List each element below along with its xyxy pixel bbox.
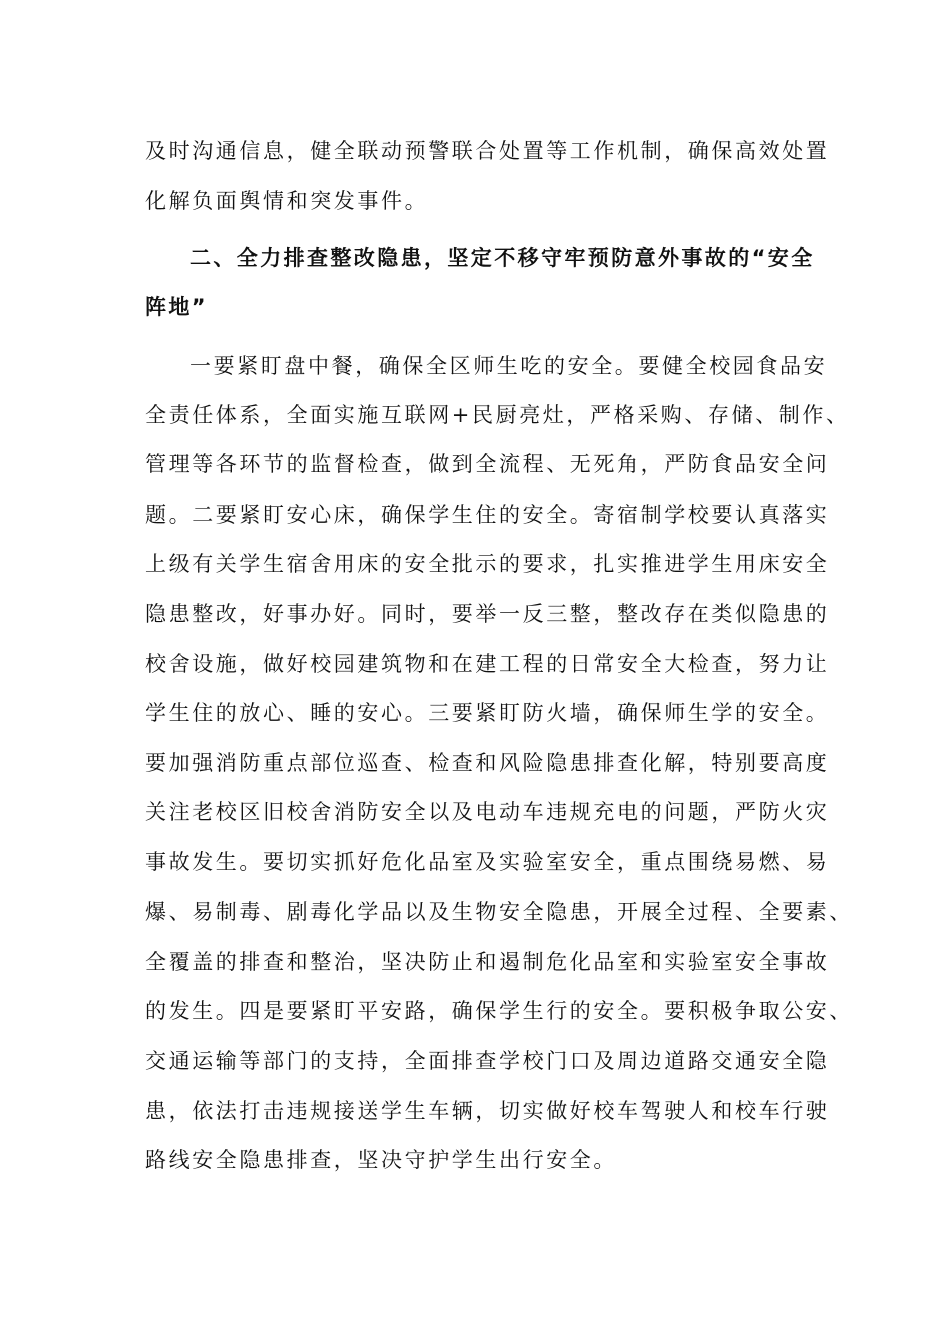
- text-line: 患，依法打击违规接送学生车辆，切实做好校车驾驶人和校车行驶: [145, 1099, 830, 1123]
- text-line: 全覆盖的排查和整治，坚决防止和遏制危化品室和实验室安全事故: [145, 950, 830, 974]
- section-heading-continued: 阵地”: [145, 295, 209, 319]
- text-line: 校舍设施，做好校园建筑物和在建工程的日常安全大检查，努力让: [145, 652, 830, 676]
- text-line: 要加强消防重点部位巡查、检查和风险隐患排查化解，特别要高度: [145, 751, 830, 775]
- text-line: 及时沟通信息，健全联动预警联合处置等工作机制，确保高效处置: [145, 139, 830, 163]
- text-line: 上级有关学生宿舍用床的安全批示的要求，扎实推进学生用床安全: [145, 552, 830, 576]
- text-line: 路线安全隐患排查，坚决守护学生出行安全。: [145, 1148, 617, 1172]
- text-line: 交通运输等部门的支持，全面排查学校门口及周边道路交通安全隐: [145, 1049, 830, 1073]
- text-line: 隐患整改，好事办好。同时，要举一反三整，整改存在类似隐患的: [145, 602, 830, 626]
- text-line: 一要紧盯盘中餐，确保全区师生吃的安全。要健全校园食品安: [190, 354, 828, 378]
- text-line: 全责任体系，全面实施互联网+民厨亮灶，严格采购、存储、制作、: [145, 403, 850, 427]
- text-line: 题。二要紧盯安心床，确保学生住的安全。寄宿制学校要认真落实: [145, 503, 830, 527]
- text-line: 管理等各环节的监督检查，做到全流程、无死角，严防食品安全问: [145, 452, 830, 476]
- text-line: 事故发生。要切实抓好危化品室及实验室安全，重点围绕易燃、易: [145, 850, 830, 874]
- text-line: 化解负面舆情和突发事件。: [145, 189, 429, 213]
- section-heading: 二、全力排查整改隐患，坚定不移守牢预防意外事故的“安全: [190, 246, 815, 270]
- text-line: 的发生。四是要紧盯平安路，确保学生行的安全。要积极争取公安、: [145, 999, 853, 1023]
- text-line: 关注老校区旧校舍消防安全以及电动车违规充电的问题，严防火灾: [145, 800, 830, 824]
- text-line: 爆、易制毒、剧毒化学品以及生物安全隐患，开展全过程、全要素、: [145, 900, 853, 924]
- text-line: 学生住的放心、睡的安心。三要紧盯防火墙，确保师生学的安全。: [145, 701, 830, 725]
